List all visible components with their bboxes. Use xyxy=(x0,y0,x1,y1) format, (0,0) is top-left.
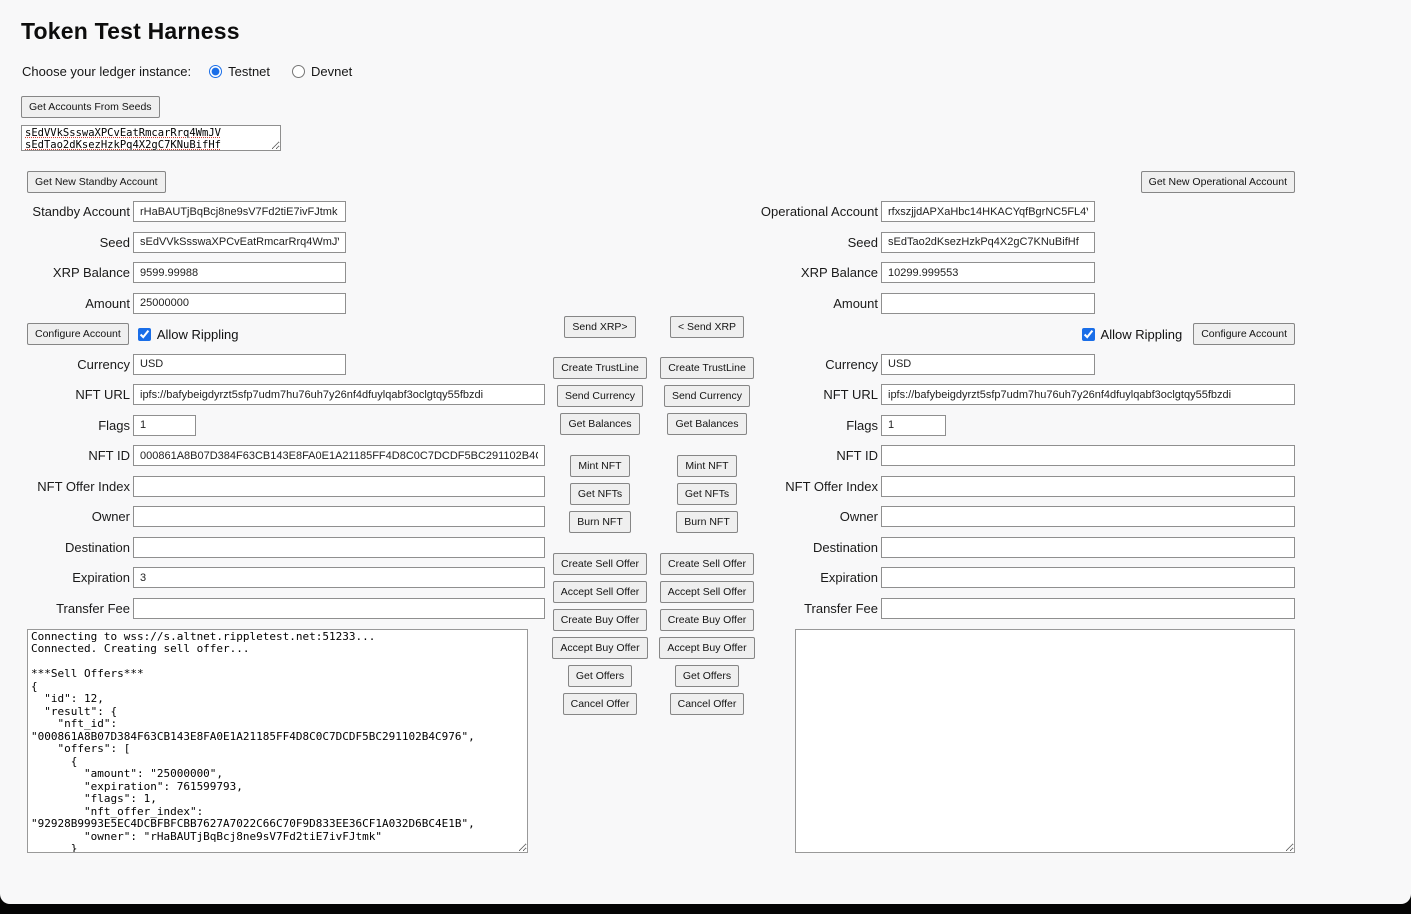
standby-nft-url-label: NFT URL xyxy=(75,387,130,402)
standby-xrp-balance-input[interactable] xyxy=(133,262,346,283)
standby-get-nfts-button[interactable]: Get NFTs xyxy=(570,483,630,505)
page-title: Token Test Harness xyxy=(21,18,240,44)
standby-flags-label: Flags xyxy=(98,417,130,433)
operational-owner-input[interactable] xyxy=(881,506,1295,527)
get-new-standby-account-button[interactable]: Get New Standby Account xyxy=(27,171,166,193)
operational-transfer-fee-label: Transfer Fee xyxy=(804,600,878,616)
operational-allow-rippling-label[interactable]: Allow Rippling xyxy=(1100,326,1183,342)
devnet-radio[interactable] xyxy=(292,65,305,78)
standby-get-balances-button[interactable]: Get Balances xyxy=(560,413,639,435)
operational-expiration-label: Expiration xyxy=(820,570,878,585)
operational-flags-input[interactable] xyxy=(881,415,946,436)
operational-create-sell-offer-button[interactable]: Create Sell Offer xyxy=(660,553,754,575)
standby-expiration-label: Expiration xyxy=(72,570,130,585)
standby-seed-label: Seed xyxy=(99,234,130,250)
standby-nft-id-input[interactable] xyxy=(133,445,545,466)
standby-owner-input[interactable] xyxy=(133,506,545,527)
ledger-instance-row xyxy=(22,64,352,79)
standby-nft-id-label: NFT ID xyxy=(88,448,130,463)
standby-create-sell-offer-button[interactable]: Create Sell Offer xyxy=(553,553,647,575)
operational-destination-input[interactable] xyxy=(881,537,1295,558)
testnet-radio-label[interactable]: Testnet xyxy=(228,64,271,79)
operational-actions-column xyxy=(659,316,755,715)
operational-mint-nft-button[interactable]: Mint NFT xyxy=(677,455,736,477)
ledger-option-testnet[interactable] xyxy=(209,64,270,79)
operational-transfer-fee-input[interactable] xyxy=(881,598,1295,619)
operational-configure-account-button[interactable]: Configure Account xyxy=(1193,323,1295,345)
standby-cancel-offer-button[interactable]: Cancel Offer xyxy=(563,693,638,715)
seeds-textarea[interactable] xyxy=(21,125,281,151)
operational-nft-url-input[interactable] xyxy=(881,384,1295,405)
standby-get-offers-button[interactable]: Get Offers xyxy=(568,665,632,687)
standby-configure-account-button[interactable]: Configure Account xyxy=(27,323,129,345)
operational-allow-rippling-checkbox[interactable] xyxy=(1082,328,1095,341)
operational-burn-nft-button[interactable]: Burn NFT xyxy=(676,511,738,533)
operational-nft-id-label: NFT ID xyxy=(836,448,878,463)
standby-create-trustline-button[interactable]: Create TrustLine xyxy=(553,357,647,379)
operational-create-trustline-button[interactable]: Create TrustLine xyxy=(660,357,754,379)
standby-burn-nft-button[interactable]: Burn NFT xyxy=(569,511,631,533)
operational-flags-label: Flags xyxy=(846,417,878,433)
standby-results-textarea[interactable] xyxy=(27,629,528,853)
standby-xrp-balance-label: XRP Balance xyxy=(52,265,130,280)
ledger-instance-label: Choose your ledger instance: xyxy=(22,64,192,79)
operational-nft-offer-index-input[interactable] xyxy=(881,476,1295,497)
standby-transfer-fee-input[interactable] xyxy=(133,598,545,619)
standby-transfer-fee-label: Transfer Fee xyxy=(56,600,130,616)
standby-nft-offer-index-input[interactable] xyxy=(133,476,545,497)
standby-account-panel xyxy=(21,171,551,853)
standby-amount-input[interactable] xyxy=(133,293,346,314)
testnet-radio[interactable] xyxy=(209,65,222,78)
operational-xrp-balance-label: XRP Balance xyxy=(800,265,878,280)
standby-nft-url-input[interactable] xyxy=(133,384,545,405)
operational-currency-label: Currency xyxy=(825,356,878,372)
operational-account-input[interactable] xyxy=(881,201,1095,222)
operational-get-balances-button[interactable]: Get Balances xyxy=(667,413,746,435)
operational-accept-buy-offer-button[interactable]: Accept Buy Offer xyxy=(659,637,754,659)
operational-account-label: Operational Account xyxy=(760,204,878,219)
operational-xrp-balance-input[interactable] xyxy=(881,262,1095,283)
standby-seed-input[interactable] xyxy=(133,232,346,253)
operational-cancel-offer-button[interactable]: Cancel Offer xyxy=(670,693,745,715)
operational-create-buy-offer-button[interactable]: Create Buy Offer xyxy=(660,609,755,631)
operational-get-nfts-button[interactable]: Get NFTs xyxy=(677,483,737,505)
operational-account-panel xyxy=(760,171,1295,853)
standby-allow-rippling-checkbox[interactable] xyxy=(138,328,151,341)
standby-destination-input[interactable] xyxy=(133,537,545,558)
operational-nft-offer-index-label: NFT Offer Index xyxy=(785,478,878,494)
operational-owner-label: Owner xyxy=(839,509,878,524)
standby-accept-sell-offer-button[interactable]: Accept Sell Offer xyxy=(553,581,648,603)
standby-expiration-input[interactable] xyxy=(133,567,545,588)
get-new-operational-account-button[interactable]: Get New Operational Account xyxy=(1141,171,1295,193)
operational-nft-id-input[interactable] xyxy=(881,445,1295,466)
standby-nft-offer-index-label: NFT Offer Index xyxy=(37,478,130,494)
operational-get-offers-button[interactable]: Get Offers xyxy=(675,665,739,687)
operational-seed-label: Seed xyxy=(847,234,878,250)
standby-send-xrp-button[interactable]: Send XRP> xyxy=(564,316,635,338)
standby-accept-buy-offer-button[interactable]: Accept Buy Offer xyxy=(552,637,647,659)
operational-amount-label: Amount xyxy=(833,295,878,311)
get-accounts-from-seeds-button[interactable]: Get Accounts From Seeds xyxy=(21,96,160,118)
ledger-option-devnet[interactable] xyxy=(292,64,352,79)
operational-results-textarea[interactable] xyxy=(795,629,1295,853)
standby-mint-nft-button[interactable]: Mint NFT xyxy=(570,455,629,477)
standby-flags-input[interactable] xyxy=(133,415,196,436)
standby-owner-label: Owner xyxy=(91,509,130,524)
standby-allow-rippling-label[interactable]: Allow Rippling xyxy=(156,326,239,342)
standby-send-currency-button[interactable]: Send Currency xyxy=(557,385,643,407)
standby-currency-label: Currency xyxy=(77,356,130,372)
standby-create-buy-offer-button[interactable]: Create Buy Offer xyxy=(553,609,648,631)
operational-send-xrp-button[interactable]: < Send XRP xyxy=(670,316,744,338)
operational-nft-url-label: NFT URL xyxy=(823,387,878,402)
devnet-radio-label[interactable]: Devnet xyxy=(311,64,353,79)
standby-actions-column xyxy=(552,316,648,715)
operational-currency-input[interactable] xyxy=(881,354,1095,375)
standby-destination-label: Destination xyxy=(64,539,130,555)
operational-amount-input[interactable] xyxy=(881,293,1095,314)
standby-amount-label: Amount xyxy=(85,295,130,311)
operational-accept-sell-offer-button[interactable]: Accept Sell Offer xyxy=(660,581,755,603)
standby-currency-input[interactable] xyxy=(133,354,346,375)
operational-send-currency-button[interactable]: Send Currency xyxy=(664,385,750,407)
standby-account-input[interactable] xyxy=(133,201,346,222)
standby-account-label: Standby Account xyxy=(32,204,130,219)
operational-expiration-input[interactable] xyxy=(881,567,1295,588)
operational-seed-input[interactable] xyxy=(881,232,1095,253)
operational-destination-label: Destination xyxy=(812,539,878,555)
